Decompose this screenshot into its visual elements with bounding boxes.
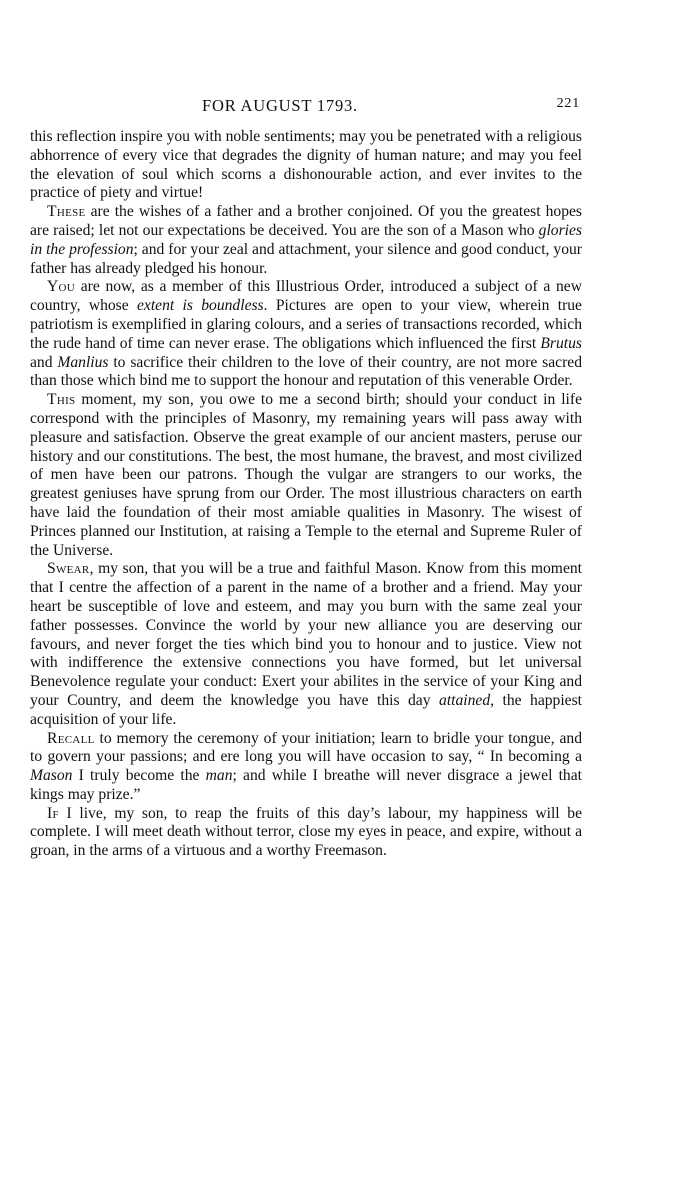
- paragraph-lead-word: You: [47, 278, 76, 296]
- page-number: 221: [556, 96, 580, 111]
- paragraph: [30, 805, 582, 861]
- text-run: this reflection inspire you with noble sentiments; may you be penetrated with a religious abhorrence of every vice that degrades the dignity of human nature; and may you feel the elevation of soul which scorns a dishonourable action, and ever invites to the practice of piety and virtue!: [30, 128, 582, 202]
- book-page: [30, 96, 582, 861]
- paragraph: [30, 560, 582, 729]
- paragraph-lead-word: Swear: [47, 560, 90, 578]
- text-run: moment, my son, you owe to me a second birth; should your conduct in life correspond with the principles of Masonry, my remaining years will pass away with pleasure and satisfaction. Observe the great example of our ancient masters, peruse our history and our constitutions. The best, the most humane, the bravest, and most civilized of men have been our patrons. Though the vulgar are strangers to our works, the greatest geniuses have sprung from our Order. The most illustrious characters on earth have laid the foundation of their most amiable qualities in Masonry. The wisest of Princes planned our Institution, at raising a Temple to the eternal and Supreme Ruler of the Universe.: [30, 391, 582, 559]
- paragraph-lead-word: This: [47, 391, 76, 409]
- paragraph-lead-word: Recall: [47, 729, 95, 747]
- paragraph: [30, 730, 582, 805]
- text-run: I truly become the: [72, 767, 206, 785]
- italic-text: glories in the profession: [30, 221, 582, 258]
- body-text: [30, 128, 582, 861]
- text-run: are now, as a member of this Illustrious Order, introduced a subject of a new country, whose: [30, 278, 582, 315]
- text-run: to sacrifice their children to the love of their country, are not more sacred than those which bind me to support the honour and reputation of this venerable Order.: [30, 353, 582, 390]
- text-run: and: [30, 353, 58, 371]
- paragraph: [30, 203, 582, 278]
- paragraph-lead-word: If: [47, 804, 59, 822]
- text-run: , the happiest acquisition of your life.: [30, 691, 582, 728]
- paragraph: [30, 391, 582, 560]
- text-run: are the wishes of a father and a brother conjoined. Of you the greatest hopes are raised; let not our expectations be deceived. You are the son of a Mason who: [30, 203, 582, 239]
- text-run: ; and for your zeal and attachment, your silence and good conduct, your father has already pledged his honour.: [30, 240, 582, 277]
- italic-text: attained: [439, 691, 491, 709]
- paragraph: [30, 128, 582, 203]
- paragraph: [30, 278, 582, 391]
- paragraph-lead-word: These: [47, 203, 86, 221]
- text-run: , my son, that you will be a true and faithful Mason. Know from this moment that I centre the affection of a parent in the name of a brother and a friend. May your heart be susceptible of love and esteem, and may you burn with the same zeal your father possesses. Convince the world by your new alliance you are deserving our favours, and never forget the ties which bind you to honour and to justice. View not with indifference the extensive connections you have formed, but let universal Benevolence regulate your conduct: Exert your abilites in the service of your King and your Country, and deem the knowledge you have this day: [30, 560, 582, 709]
- italic-text: extent is boundless: [137, 297, 264, 315]
- text-run: . Pictures are open to your view, wherein true patriotism is exemplified in glaring colours, and a series of transactions recorded, which the rude hand of time can never erase. The obligations which influenced the first: [30, 297, 582, 352]
- italic-text: Manlius: [57, 353, 109, 371]
- italic-text: man: [205, 767, 233, 785]
- running-head: [30, 96, 582, 118]
- italic-text: Brutus: [540, 334, 582, 352]
- italic-text: Mason: [30, 767, 73, 785]
- text-run: to memory the ceremony of your initiation; learn to bridle your tongue, and to govern your passions; and ere long you will have occasion to say, “ In becoming a: [30, 729, 582, 766]
- running-title: FOR AUGUST 1793.: [202, 96, 358, 115]
- text-run: I live, my son, to reap the fruits of this day’s labour, my happiness will be complete. I will meet death without terror, close my eyes in peace, and expire, without a groan, in the arms of a virtuous and a worthy Freemason.: [30, 804, 582, 860]
- text-run: ; and while I breathe will never disgrace a jewel that kings may prize.”: [30, 767, 582, 803]
